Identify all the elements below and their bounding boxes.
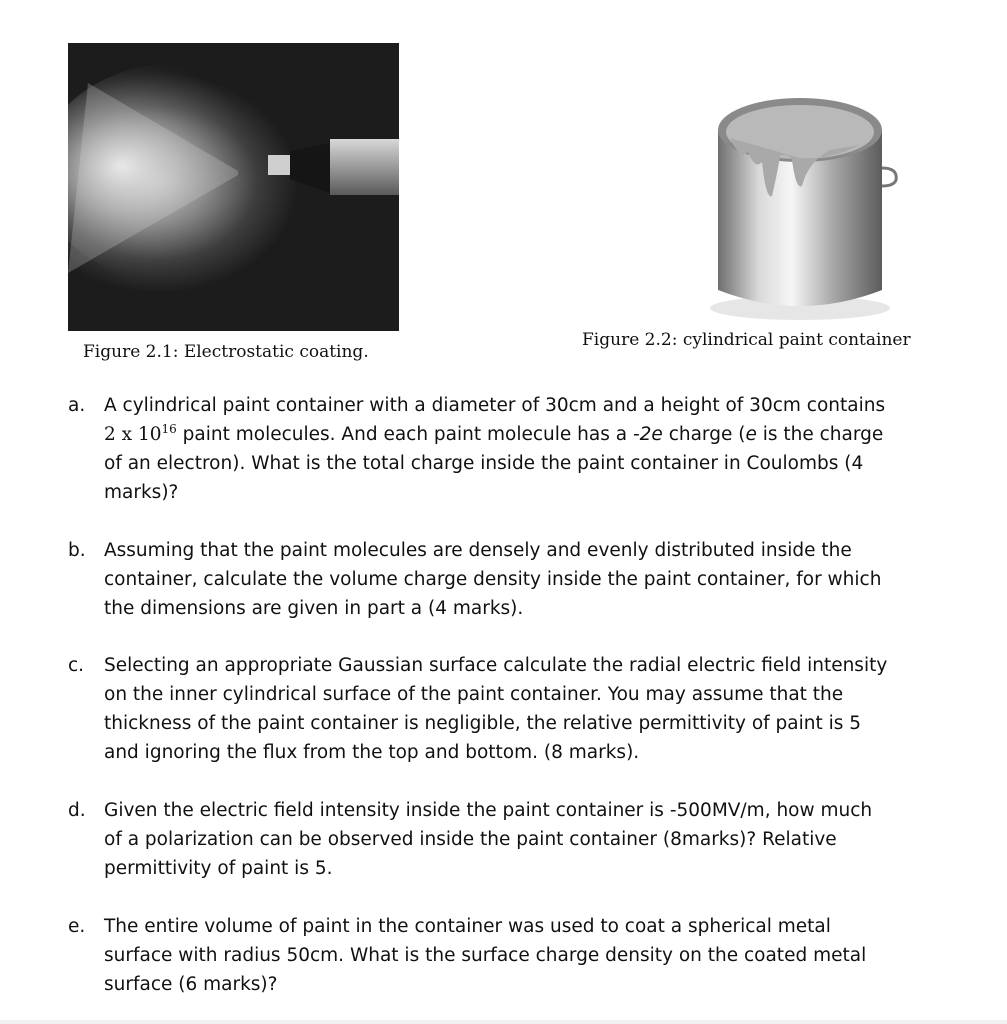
figure-2-1-caption: Figure 2.1: Electrostatic coating. <box>83 342 369 362</box>
question-e-line2: surface with radius 50cm. What is the surface charge density on the coated metal <box>104 945 867 966</box>
paint-container-image <box>700 90 900 325</box>
question-c-line3: thickness of the paint container is negligible, the relative permittivity of paint is 5 <box>104 713 862 734</box>
question-d-label: d. <box>68 800 86 821</box>
question-a-line2-part3: is the charge <box>756 424 884 445</box>
question-a-label: a. <box>68 395 86 416</box>
page-bottom-edge <box>0 1020 1007 1024</box>
question-b-line2: container, calculate the volume charge density inside the paint container, for which <box>104 569 882 590</box>
question-a-line3: of an electron). What is the total charge inside the paint container in Coulombs (4 <box>104 453 864 474</box>
question-d-line2: of a polarization can be observed inside the paint container (8marks)? Relative <box>104 829 837 850</box>
question-d-line1: Given the electric field intensity inside the paint container is -500MV/m, how much <box>104 800 873 821</box>
question-b-line3: the dimensions are given in part a (4 marks). <box>104 598 524 619</box>
electron-symbol: e <box>745 424 757 445</box>
question-e-label: e. <box>68 916 86 937</box>
question-b-line1: Assuming that the paint molecules are densely and evenly distributed inside the <box>104 540 852 561</box>
molecule-charge: -2e <box>632 424 663 445</box>
question-a-line4: marks)? <box>104 482 179 503</box>
question-a-line2-part2: charge ( <box>662 424 746 445</box>
figure-2-2-caption: Figure 2.2: cylindrical paint container <box>582 330 911 350</box>
molecule-count: 2 x 10 <box>104 424 162 445</box>
question-c-line2: on the inner cylindrical surface of the paint container. You may assume that the <box>104 684 844 705</box>
question-a-line1: A cylindrical paint container with a diameter of 30cm and a height of 30cm contains <box>104 395 886 416</box>
question-b-label: b. <box>68 540 86 561</box>
molecule-exponent: 16 <box>161 421 177 436</box>
question-a-line2-part1: paint molecules. And each paint molecule has a <box>176 424 633 445</box>
question-e-line3: surface (6 marks)? <box>104 974 278 995</box>
question-c-line1: Selecting an appropriate Gaussian surface calculate the radial electric field intensity <box>104 655 888 676</box>
question-d-line3: permittivity of paint is 5. <box>104 858 333 879</box>
question-e-line1: The entire volume of paint in the container was used to coat a spherical metal <box>104 916 831 937</box>
electrostatic-coating-image <box>68 43 399 331</box>
question-c-line4: and ignoring the flux from the top and bottom. (8 marks). <box>104 742 640 763</box>
question-c-label: c. <box>68 655 85 676</box>
